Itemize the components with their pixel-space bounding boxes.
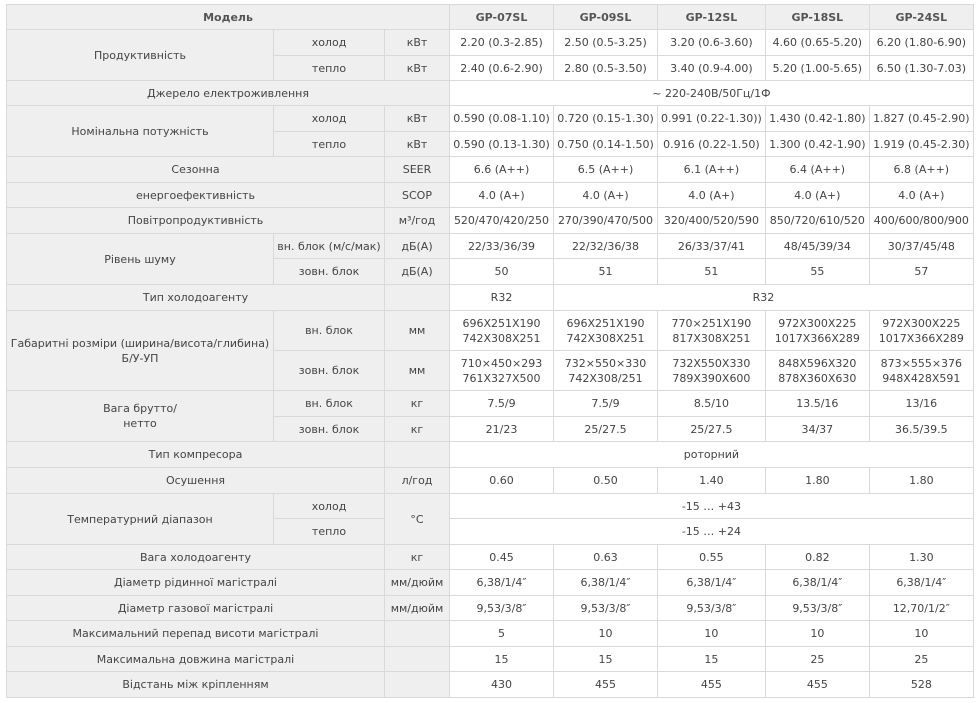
value-cell: 0.63 [554, 545, 658, 570]
value-cell: -15 … +43 [450, 494, 974, 519]
header-row [7, 5, 974, 30]
value-cell: 1.80 [765, 468, 869, 494]
row-label: енергоефективність [7, 183, 385, 208]
value-cell: 5.20 (1.00-5.65) [765, 56, 869, 81]
value-cell: 36.5/39.5 [869, 417, 973, 442]
unit-cell: °С [385, 494, 450, 545]
table-row [7, 621, 974, 647]
table-row [7, 311, 974, 351]
table-row [7, 647, 974, 672]
row-label: Вага брутто/нетто [7, 391, 274, 442]
unit-cell: кВт [385, 30, 450, 56]
value-cell: 1.827 (0.45-2.90) [869, 106, 973, 132]
sub-label: зовн. блок [274, 351, 385, 391]
unit-cell: SCOP [385, 183, 450, 208]
value-cell: ~ 220-240В/50Гц/1Ф [450, 81, 974, 106]
value-cell: 732X550X330 789X390X600 [658, 351, 766, 391]
value-cell: 1.30 [869, 545, 973, 570]
value-cell: 320/400/520/590 [658, 208, 766, 234]
value-cell: 7.5/9 [450, 391, 554, 417]
value-cell: 1.40 [658, 468, 766, 494]
sub-label: зовн. блок [274, 259, 385, 285]
value-cell: -15 … +24 [450, 519, 974, 545]
row-label: Відстань між кріпленням [7, 672, 385, 698]
value-cell: R32 [450, 285, 554, 311]
value-cell: 520/470/420/250 [450, 208, 554, 234]
row-label: Максимальна довжина магістралі [7, 647, 385, 672]
value-cell: 6.4 (A++) [765, 157, 869, 183]
value-cell: 10 [869, 621, 973, 647]
value-cell: 696X251X190 742X308X251 [554, 311, 658, 351]
row-label: Вага холодоагенту [7, 545, 385, 570]
table-row [7, 391, 974, 417]
value-cell: 6,38/1/4″ [450, 570, 554, 596]
table-row [7, 106, 974, 132]
value-cell: 7.5/9 [554, 391, 658, 417]
row-label: Діаметр газової магістралі [7, 596, 385, 621]
unit-cell: SEER [385, 157, 450, 183]
table-row [7, 285, 974, 311]
value-cell: 51 [658, 259, 766, 285]
table-row [7, 234, 974, 259]
value-cell: 48/45/39/34 [765, 234, 869, 259]
value-cell: 8.5/10 [658, 391, 766, 417]
value-cell: 528 [869, 672, 973, 698]
value-cell: 50 [450, 259, 554, 285]
unit-cell: кВт [385, 132, 450, 157]
value-cell: 770×251X190 817X308X251 [658, 311, 766, 351]
value-cell: 6.5 (A++) [554, 157, 658, 183]
sub-label: зовн. блок [274, 417, 385, 442]
value-cell: 2.20 (0.3-2.85) [450, 30, 554, 56]
sub-label: холод [274, 106, 385, 132]
row-label: Сезонна [7, 157, 385, 183]
value-cell: 6,38/1/4″ [869, 570, 973, 596]
sub-label: вн. блок (м/с/мак) [274, 234, 385, 259]
value-cell: 4.0 (A+) [554, 183, 658, 208]
value-cell: 25 [869, 647, 973, 672]
value-cell: 4.0 (A+) [869, 183, 973, 208]
unit-cell: кВт [385, 106, 450, 132]
value-cell: 5 [450, 621, 554, 647]
value-cell: 25/27.5 [658, 417, 766, 442]
value-cell: 873×555×376 948X428X591 [869, 351, 973, 391]
table-row [7, 494, 974, 519]
row-label: Максимальний перепад висоти магістралі [7, 621, 385, 647]
row-label: Тип компресора [7, 442, 385, 468]
value-cell: 34/37 [765, 417, 869, 442]
sub-label: вн. блок [274, 311, 385, 351]
row-label: Тип холодоагенту [7, 285, 385, 311]
value-cell: 13.5/16 [765, 391, 869, 417]
spec-table [6, 4, 974, 698]
table-row [7, 208, 974, 234]
table-row [7, 183, 974, 208]
unit-cell [385, 285, 450, 311]
model-name: GP-18SL [765, 5, 869, 30]
table-row [7, 30, 974, 56]
sub-label: тепло [274, 56, 385, 81]
table-row [7, 157, 974, 183]
row-label: Номінальна потужність [7, 106, 274, 157]
unit-cell [385, 672, 450, 698]
value-cell: 55 [765, 259, 869, 285]
value-cell: 6,38/1/4″ [658, 570, 766, 596]
value-cell: 9,53/3/8″ [658, 596, 766, 621]
unit-cell [385, 621, 450, 647]
value-cell: 10 [765, 621, 869, 647]
value-cell: 12,70/1/2″ [869, 596, 973, 621]
unit-cell [385, 442, 450, 468]
unit-cell: л/год [385, 468, 450, 494]
value-cell: 6,38/1/4″ [554, 570, 658, 596]
value-cell: 848X596X320 878X360X630 [765, 351, 869, 391]
value-cell: 25/27.5 [554, 417, 658, 442]
value-cell: 1.430 (0.42-1.80) [765, 106, 869, 132]
unit-cell: кВт [385, 56, 450, 81]
value-cell: 6,38/1/4″ [765, 570, 869, 596]
row-label: Джерело електроживлення [7, 81, 450, 106]
value-cell: 4.60 (0.65-5.20) [765, 30, 869, 56]
value-cell: 0.50 [554, 468, 658, 494]
value-cell: 1.80 [869, 468, 973, 494]
value-cell: 22/33/36/39 [450, 234, 554, 259]
model-name: GP-12SL [658, 5, 766, 30]
value-cell: 6.6 (A++) [450, 157, 554, 183]
table-row [7, 570, 974, 596]
value-cell: 9,53/3/8″ [765, 596, 869, 621]
value-cell: 0.750 (0.14-1.50) [554, 132, 658, 157]
unit-cell: мм [385, 351, 450, 391]
value-cell: 0.55 [658, 545, 766, 570]
value-cell: 696X251X190 742X308X251 [450, 311, 554, 351]
table-row [7, 672, 974, 698]
row-label: Осушення [7, 468, 385, 494]
model-name: GP-24SL [869, 5, 973, 30]
value-cell: 0.590 (0.13-1.30) [450, 132, 554, 157]
value-cell: 25 [765, 647, 869, 672]
value-cell: 9,53/3/8″ [554, 596, 658, 621]
value-cell: 455 [765, 672, 869, 698]
unit-cell: м³/год [385, 208, 450, 234]
value-cell: 51 [554, 259, 658, 285]
table-row [7, 442, 974, 468]
value-cell: 2.50 (0.5-3.25) [554, 30, 658, 56]
unit-cell: мм/дюйм [385, 570, 450, 596]
row-label: Габаритні розміри (ширина/висота/глибина) Б/У-УП [7, 311, 274, 391]
value-cell: 1.300 (0.42-1.90) [765, 132, 869, 157]
value-cell: 4.0 (A+) [658, 183, 766, 208]
unit-cell: мм/дюйм [385, 596, 450, 621]
value-cell: 710×450×293 761X327X500 [450, 351, 554, 391]
value-cell: 0.720 (0.15-1.30) [554, 106, 658, 132]
table-row [7, 596, 974, 621]
unit-cell: дБ(А) [385, 259, 450, 285]
value-cell: 0.60 [450, 468, 554, 494]
value-cell: роторний [450, 442, 974, 468]
unit-cell: кг [385, 545, 450, 570]
sub-label: холод [274, 494, 385, 519]
value-cell: 0.590 (0.08-1.10) [450, 106, 554, 132]
value-cell: 6.20 (1.80-6.90) [869, 30, 973, 56]
sub-label: холод [274, 30, 385, 56]
value-cell: 0.916 (0.22-1.50) [658, 132, 766, 157]
table-row [7, 81, 974, 106]
value-cell: 10 [658, 621, 766, 647]
value-cell: 972X300X225 1017X366X289 [765, 311, 869, 351]
value-cell: 57 [869, 259, 973, 285]
value-cell: 455 [554, 672, 658, 698]
unit-cell [385, 647, 450, 672]
value-cell: 972X300X225 1017X366X289 [869, 311, 973, 351]
sub-label: тепло [274, 132, 385, 157]
unit-cell: мм [385, 311, 450, 351]
value-cell: 400/600/800/900 [869, 208, 973, 234]
model-name: GP-07SL [450, 5, 554, 30]
value-cell: 2.40 (0.6-2.90) [450, 56, 554, 81]
value-cell: 22/32/36/38 [554, 234, 658, 259]
row-label: Повітропродуктивність [7, 208, 385, 234]
row-label: Температурний діапазон [7, 494, 274, 545]
value-cell: 15 [450, 647, 554, 672]
value-cell: 21/23 [450, 417, 554, 442]
unit-cell: кг [385, 391, 450, 417]
model-header: Модель [7, 5, 450, 30]
table-row [7, 468, 974, 494]
value-cell: 2.80 (0.5-3.50) [554, 56, 658, 81]
value-cell: 0.82 [765, 545, 869, 570]
value-cell: 1.919 (0.45-2.30) [869, 132, 973, 157]
value-cell: 30/37/45/48 [869, 234, 973, 259]
value-cell: 15 [554, 647, 658, 672]
unit-cell: дБ(А) [385, 234, 450, 259]
value-cell: 3.20 (0.6-3.60) [658, 30, 766, 56]
table-row [7, 545, 974, 570]
value-cell: 15 [658, 647, 766, 672]
sub-label: вн. блок [274, 391, 385, 417]
value-cell: 10 [554, 621, 658, 647]
row-label: Продуктивність [7, 30, 274, 81]
value-cell: 6.50 (1.30-7.03) [869, 56, 973, 81]
value-cell: 455 [658, 672, 766, 698]
value-cell: 6.1 (A++) [658, 157, 766, 183]
value-cell: 430 [450, 672, 554, 698]
value-cell: 0.45 [450, 545, 554, 570]
value-cell: R32 [554, 285, 974, 311]
value-cell: 0.991 (0.22-1.30)) [658, 106, 766, 132]
value-cell: 26/33/37/41 [658, 234, 766, 259]
row-label: Діаметр рідинної магістралі [7, 570, 385, 596]
sub-label: тепло [274, 519, 385, 545]
unit-cell: кг [385, 417, 450, 442]
value-cell: 6.8 (A++) [869, 157, 973, 183]
value-cell: 850/720/610/520 [765, 208, 869, 234]
value-cell: 9,53/3/8″ [450, 596, 554, 621]
model-name: GP-09SL [554, 5, 658, 30]
value-cell: 732×550×330 742X308/251 [554, 351, 658, 391]
value-cell: 13/16 [869, 391, 973, 417]
value-cell: 3.40 (0.9-4.00) [658, 56, 766, 81]
value-cell: 4.0 (A+) [765, 183, 869, 208]
value-cell: 4.0 (A+) [450, 183, 554, 208]
value-cell: 270/390/470/500 [554, 208, 658, 234]
row-label: Рівень шуму [7, 234, 274, 285]
